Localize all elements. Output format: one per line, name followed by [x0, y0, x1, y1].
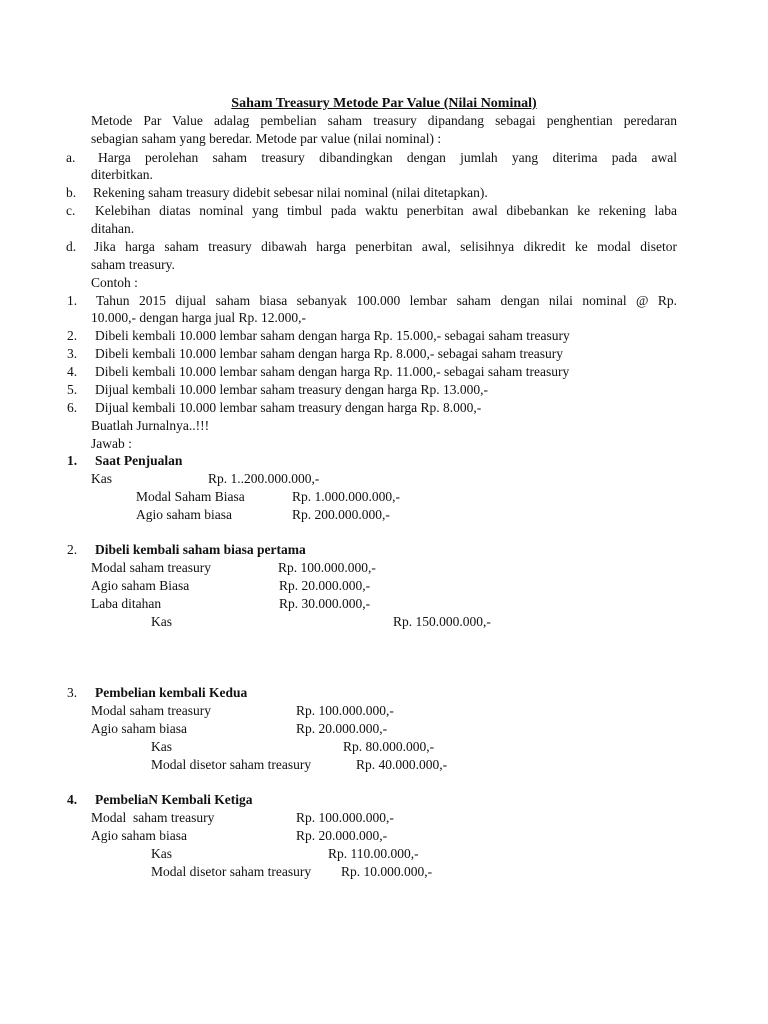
rule-marker: a.	[66, 150, 76, 165]
example-marker: 6.	[67, 400, 78, 415]
jawab-label: Jawab :	[91, 436, 132, 451]
rule-text: Kelebihan diatas nominal yang timbul pada waktu penerbitan awal dibebankan ke rekening laba	[95, 203, 677, 218]
rule-text-cont: saham treasury.	[91, 257, 175, 272]
journal-amount: Rp. 40.000.000,-	[356, 757, 448, 772]
journal-account: Modal saham treasury	[91, 810, 215, 825]
example-text: Dibeli kembali 10.000 lembar saham dengan harga Rp. 15.000,- sebagai saham treasury	[95, 328, 570, 343]
example-marker: 5.	[67, 382, 78, 397]
journal-account: Agio saham biasa	[91, 828, 187, 843]
intro-line-1: Metode Par Value adalag pembelian saham treasury dipandang sebagai penghentian peredaran	[91, 113, 677, 128]
journal-account: Modal saham treasury	[91, 560, 211, 575]
journal-account: Agio saham biasa	[136, 507, 232, 522]
rule-marker: c.	[66, 203, 76, 218]
rule-text-cont: diterbitkan.	[91, 167, 153, 182]
journal-account: Modal Saham Biasa	[136, 489, 245, 504]
journal-amount: Rp. 20.000.000,-	[296, 828, 388, 843]
journal-account: Agio saham biasa	[91, 721, 187, 736]
example-text: Dibeli kembali 10.000 lembar saham dengan harga Rp. 11.000,- sebagai saham treasury	[95, 364, 570, 379]
example-text: Dibeli kembali 10.000 lembar saham dengan harga Rp. 8.000,- sebagai saham treasury	[95, 346, 563, 361]
journal-amount: Rp. 1.000.000.000,-	[292, 489, 400, 504]
contoh-label: Contoh :	[91, 275, 138, 290]
rule-text: Harga perolehan saham treasury dibandingkan dengan jumlah yang diterima pada awal	[98, 150, 677, 165]
journal-amount: Rp. 100.000.000,-	[296, 810, 394, 825]
document-title: Saham Treasury Metode Par Value (Nilai Nominal)	[231, 96, 537, 111]
section-marker: 1.	[67, 453, 78, 468]
journal-account: Laba ditahan	[91, 596, 162, 611]
journal-amount: Rp. 80.000.000,-	[343, 739, 435, 754]
rule-text: Rekening saham treasury didebit sebesar nilai nominal (nilai ditetapkan).	[93, 185, 488, 200]
journal-amount: Rp. 150.000.000,-	[393, 614, 491, 629]
example-marker: 2.	[67, 328, 78, 343]
example-text: Dijual kembali 10.000 lembar saham treasury dengan harga Rp. 13.000,-	[95, 382, 489, 397]
instruction-text: Buatlah Jurnalnya..!!!	[91, 418, 210, 433]
example-text: Dijual kembali 10.000 lembar saham treasury dengan harga Rp. 8.000,-	[95, 400, 482, 415]
section-marker: 2.	[67, 542, 78, 557]
example-text-cont: 10.000,- dengan harga jual Rp. 12.000,-	[91, 310, 306, 325]
journal-amount: Rp. 20.000.000,-	[279, 578, 371, 593]
section-marker: 4.	[67, 792, 78, 807]
journal-amount: Rp. 1..200.000.000,-	[208, 471, 320, 486]
journal-account: Kas	[151, 614, 172, 629]
rule-text-cont: ditahan.	[91, 221, 135, 236]
example-marker: 4.	[67, 364, 78, 379]
journal-account: Modal saham treasury	[91, 703, 211, 718]
journal-amount: Rp. 10.000.000,-	[341, 864, 433, 879]
journal-amount: Rp. 20.000.000,-	[296, 721, 388, 736]
section-heading: PembeliaN Kembali Ketiga	[95, 792, 253, 807]
section-heading: Saat Penjualan	[95, 453, 183, 468]
journal-amount: Rp. 100.000.000,-	[296, 703, 394, 718]
journal-account: Kas	[151, 739, 172, 754]
journal-amount: Rp. 110.00.000,-	[328, 846, 419, 861]
example-marker: 1.	[67, 293, 78, 308]
journal-account: Modal disetor saham treasury	[151, 757, 312, 772]
section-marker: 3.	[67, 685, 78, 700]
example-text: Tahun 2015 dijual saham biasa sebanyak 100.000 lembar saham dengan nilai nominal @ Rp.	[96, 293, 677, 308]
rule-text: Jika harga saham treasury dibawah harga penerbitan awal, selisihnya dikredit ke modal disetor	[94, 239, 677, 254]
rule-marker: b.	[66, 185, 77, 200]
journal-account: Kas	[91, 471, 112, 486]
journal-amount: Rp. 200.000.000,-	[292, 507, 390, 522]
journal-account: Modal disetor saham treasury	[151, 864, 312, 879]
section-heading: Dibeli kembali saham biasa pertama	[95, 542, 306, 557]
example-marker: 3.	[67, 346, 78, 361]
journal-amount: Rp. 100.000.000,-	[278, 560, 376, 575]
journal-account: Agio saham Biasa	[91, 578, 190, 593]
intro-line-2: sebagian saham yang beredar. Metode par value (nilai nominal) :	[91, 131, 442, 146]
journal-amount: Rp. 30.000.000,-	[279, 596, 371, 611]
rule-marker: d.	[66, 239, 77, 254]
section-heading: Pembelian kembali Kedua	[95, 685, 248, 700]
journal-account: Kas	[151, 846, 172, 861]
